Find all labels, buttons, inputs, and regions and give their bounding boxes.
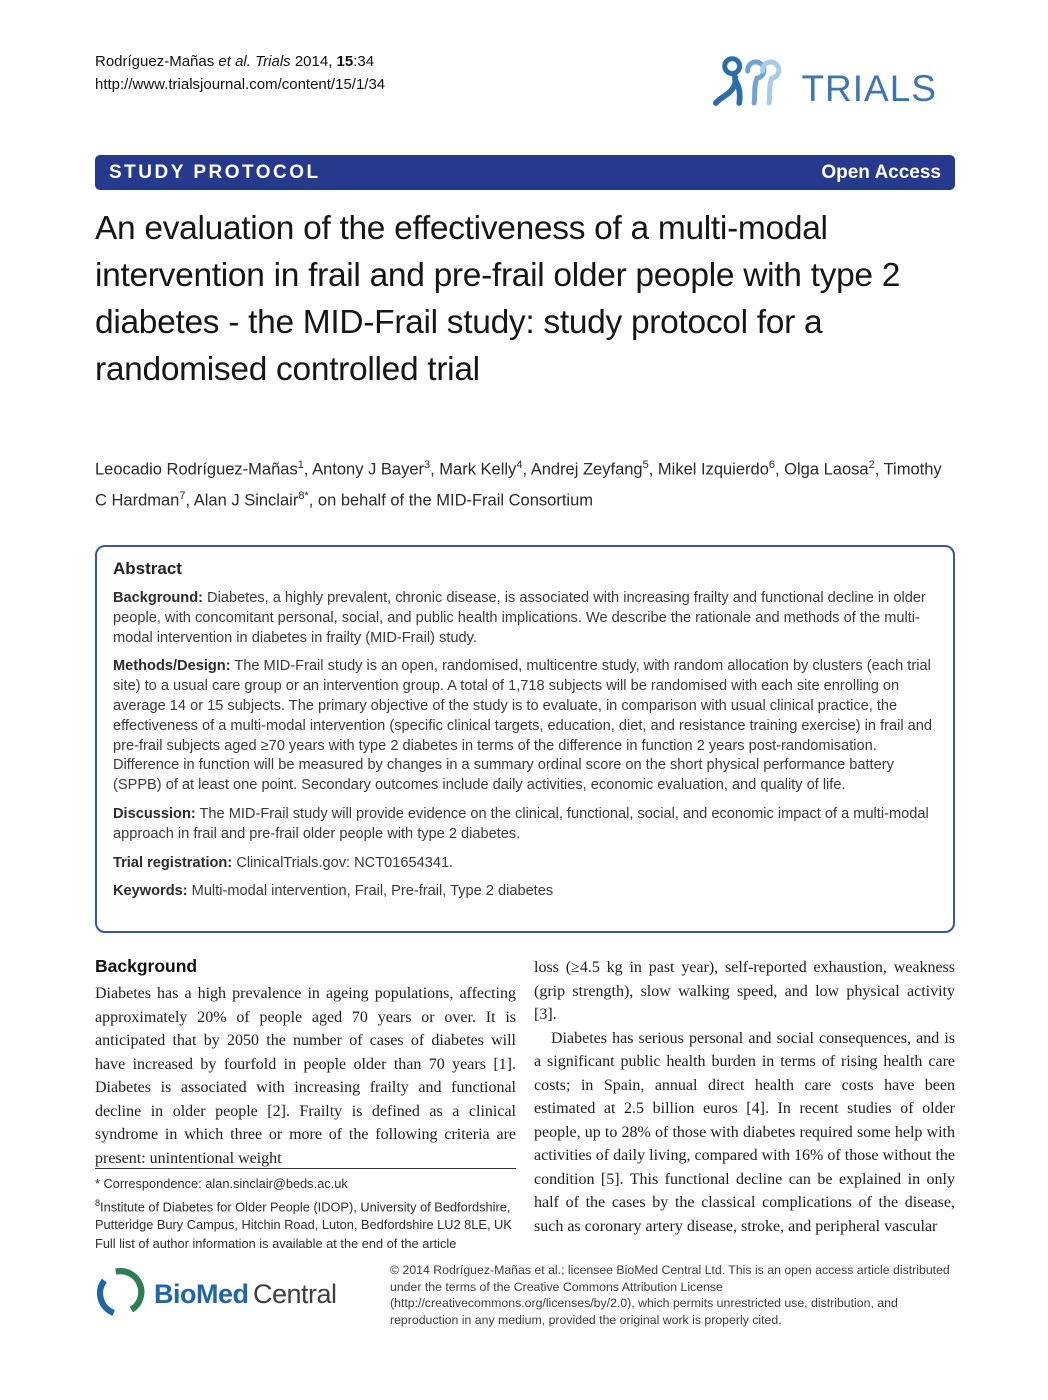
author-name: Olga Laosa (784, 460, 869, 479)
correspondence-line: * Correspondence: alan.sinclair@beds.ac.uk (95, 1176, 348, 1191)
biomed-central-logo (95, 1260, 390, 1328)
trials-journal-logo (713, 50, 937, 127)
biomed-circle-icon (95, 1267, 145, 1322)
right-paragraphs (534, 956, 955, 1238)
author-name: Alan J Sinclair (193, 491, 299, 509)
affiliation-text: Institute of Diabetes for Older People (IDOP), University of Bedfordshire, Putteridge Bury Campus, Hitchin Road, Luton, Bedfordshire LU2 8LE, UK (95, 1198, 512, 1233)
abstract-section-label: Methods/Design: (113, 658, 231, 675)
author-info-note: Full list of author information is available at the end of the article (95, 1235, 457, 1251)
abstract-section-label: Discussion: (113, 805, 196, 822)
abstract-section: Trial registration: ClinicalTrials.gov: NCT01654341. (113, 854, 454, 871)
author-affiliation-sup: 6 (768, 459, 775, 471)
author-affiliation-sup: 3 (424, 459, 431, 471)
left-paragraphs (95, 982, 516, 1170)
author-affiliation-sup: 8* (298, 489, 309, 502)
page-footer (95, 1260, 955, 1328)
citation-authors: Rodríguez-Mañas (95, 53, 219, 70)
citation-volume: 15 (336, 53, 354, 70)
author-affiliation-sup: 1 (297, 459, 304, 471)
abstract-section-label: Trial registration: (113, 854, 233, 871)
body-column-right (534, 956, 955, 1238)
author-list-suffix: on behalf of the MID-Frail Consortium (317, 491, 594, 509)
page-header (95, 50, 955, 140)
author-name: Mark Kelly (439, 460, 517, 479)
body-paragraph: Diabetes has serious personal and social consequences, and is a significant public health burden in terms of rising health care costs; in Spain, annual direct health care costs have been estimated at 2.5 billion euros [4]. In recent studies of older people, up to 28% of those with diabetes required some help with activities of daily living, compared with 16% of those without the condition [5]. This functional decline can be explained in only half of the cases by the classical complications of the disease, such as coronary artery disease, stroke, and peripheral vascular (534, 1029, 955, 1235)
abstract-section: Methods/Design: The MID-Frail study is an open, randomised, multicentre study, with random allocation by clusters (each trial site) to a usual care group or an intervention group. A total of 1,718 subjects will be randomised with each site enrolling on average 14 or 15 subjects. The primary objective of the study is to evaluate, in comparison with usual clinical practice, the effectiveness of a multi-modal intervention (specific clinical targets, education, diet, and resistance training exercise) in frail and pre-frail subjects aged ≥70 years with type 2 diabetes in terms of the difference in function 2 years post-randomisation. Difference in function will be measured by changes in a summary ordinal score on the short physical performance battery (SPPB) of at least one point. Secondary outcomes include daily activities, economic evaluation, and quality of life. (113, 658, 933, 794)
author-list: Leocadio Rodríguez-Mañas$^1$, Antony J Bayer$^3$, Mark Kelly$^4$, Andrej Zeyfang$^5$, Mikel Izquierdo$^6$, Olga Laosa$^2$, Timothy C Hardman$^7$, Alan J Sinclair$^{8*}$, on behalf of the MID-Frail Consortium (95, 459, 942, 509)
abstract-section-label: Background: (113, 590, 203, 606)
affiliation-line (95, 1194, 516, 1235)
correspondence-footnote (95, 1168, 516, 1253)
abstract-section: Discussion: The MID-Frail study will provide evidence on the clinical, functional, social, and economic impact of a multi-modal approach in frail and pre-frail older people with type 2 diabetes. (113, 805, 929, 842)
author-name: Leocadio Rodríguez-Mañas (95, 460, 298, 479)
citation-journal: et al. Trials (218, 53, 291, 70)
author-name: Mikel Izquierdo (657, 460, 769, 479)
author-affiliation-sup: 4 (516, 459, 523, 471)
article-type-banner (95, 155, 955, 190)
publisher-name-bold: BioMed (154, 1278, 249, 1309)
copyright-notice: © 2014 Rodríguez-Mañas et al.; licensee BioMed Central Ltd. This is an open access article distributed under the terms of the Creative Commons Attribution License (http://creativecommons.org/licenses/by/2.0), which permits unrestricted use, distribution, and reproduction in any medium, provided the original work is properly cited. (390, 1263, 950, 1327)
body-paragraph: Diabetes has a high prevalence in ageing populations, affecting approximately 20% of people aged 70 years or over. It is anticipated that by 2050 the number of cases of diabetes will have increased by fourfold in people older than 70 years [1]. Diabetes is associated with increasing frailty and functional decline in older people [2]. Frailty is defined as a clinical syndrome in which three or more of the following criteria are present: unintentional weight (95, 985, 516, 1167)
author-affiliation-sup: 5 (642, 459, 649, 471)
abstract-section: Background: Diabetes, a highly prevalent, chronic disease, is associated with increasing frailty and functional decline in older people, with concomitant personal, social, and public health implications. We describe the rationale and methods of the multi-modal intervention in diabetes in frailty (MID-Frail) study. (113, 590, 926, 646)
affiliation-sup: 8 (95, 1197, 101, 1208)
author-affiliation-sup: 7 (179, 489, 186, 502)
citation-url: http://www.trialsjournal.com/content/15/1/34 (95, 76, 386, 93)
author-affiliation-sup: 2 (868, 459, 875, 471)
author-name: Timothy C Hardman (95, 460, 942, 509)
author-name: Antony J Bayer (312, 460, 424, 479)
abstract-sections (113, 589, 937, 902)
section-heading-background: Background (95, 956, 198, 976)
body-column-left (95, 956, 516, 1170)
citation-year: 2014, (290, 53, 337, 70)
abstract-section: Keywords: Multi-modal intervention, Frail, Pre-frail, Type 2 diabetes (113, 883, 554, 900)
article-title: An evaluation of the effectiveness of a multi-modal intervention in frail and pre-frail older people with type 2 diabetes - the MID-Frail study: study protocol for a randomised controlled trial (95, 210, 901, 388)
publisher-name-regular: Central (252, 1278, 337, 1309)
open-access-label: Open Access (821, 161, 941, 183)
citation-pages: :34 (353, 53, 375, 70)
abstract-heading: Abstract (113, 559, 182, 578)
author-name: Andrej Zeyfang (530, 460, 643, 479)
body-paragraph: loss (≥4.5 kg in past year), self-reported exhaustion, weakness (grip strength), slow walking speed, and low physical activity [3]. (534, 959, 955, 1023)
abstract-section-label: Keywords: (113, 883, 188, 900)
journal-name: TRIALS (801, 67, 937, 109)
running-figure-icon (713, 50, 791, 127)
article-type-label: STUDY PROTOCOL (109, 161, 321, 183)
abstract-box (95, 545, 955, 933)
